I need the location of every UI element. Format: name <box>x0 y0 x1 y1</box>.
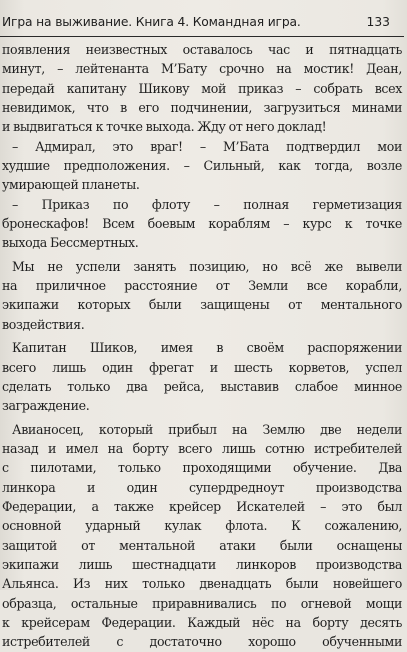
text-line: к крейсерам Федерации. Каждый нёс на борту десять <box>2 614 402 630</box>
text-line: невидимок, что в его подчинении, загрузиться минами <box>2 100 402 116</box>
text-line: передай капитану Шикову мой приказ – собрать всех <box>2 80 402 96</box>
text-line: Мы не успели занять позицию, но всё же вывели <box>12 258 402 274</box>
text-line: сделать только два рейса, выставив слабое минное <box>2 378 402 394</box>
text-line: Авианосец, который прибыл на Землю две недели <box>12 421 402 437</box>
text-line: – Приказ по флоту – полная герметизация <box>12 196 402 212</box>
text-line: худшие предположения. – Сильный, как тогда, возле <box>2 158 402 174</box>
text-line: защитой от ментальной атаки были оснащены <box>2 537 402 553</box>
text-line: – Адмирал, это враг! – М’Бата подтвердил мои <box>12 138 402 154</box>
text-line: выхода Бессмертных. <box>2 235 139 251</box>
running-title: Игра на выживание. Книга 4. Командная игра. <box>2 15 301 29</box>
text-line: бронескафов! Всем боевым кораблям – курс к точке <box>2 216 402 232</box>
text-line: появления неизвестных оставалось час и пятнадцать <box>2 42 402 57</box>
text-line: линкора и один супердредноут производства <box>2 479 402 495</box>
text-line: экипажи которых были защищены от ментального <box>2 297 402 313</box>
text-line: заграждение. <box>2 398 90 414</box>
text-line: истребителей с достаточно хорошо обученными <box>2 634 402 650</box>
running-header <box>0 14 404 37</box>
text-line: воздействия. <box>2 316 85 332</box>
text-line: назад и имел на борту всего лишь сотню истребителей <box>2 440 402 456</box>
text-line: основной ударный кулак флота. К сожалению, <box>2 518 402 534</box>
text-line: Федерации, а также крейсер Искателей – это был <box>2 498 402 514</box>
text-line: умирающей планеты. <box>2 177 140 193</box>
text-line: и выдвигаться к точке выхода. Жду от него доклад! <box>2 119 327 135</box>
body-text <box>2 40 402 652</box>
text-line: образца, остальные приравнивались по огневой мощи <box>2 595 402 611</box>
text-line: на приличное расстояние от Земли все корабли, <box>2 278 402 294</box>
text-line: Капитан Шиков, имея в своём распоряжении <box>12 340 402 356</box>
text-line: экипажи лишь шестнадцати линкоров производства <box>2 556 402 572</box>
text-line: минут, – лейтенанта М’Бату срочно на мостик! Деан, <box>2 61 402 77</box>
page-number: 133 <box>366 15 390 29</box>
text-line: всего лишь один фрегат и шесть корветов, успел <box>2 359 402 375</box>
text-line: Альянса. Из них только двенадцать были новейшего <box>2 576 402 592</box>
text-line: с пилотами, только проходящими обучение. Два <box>2 460 402 476</box>
